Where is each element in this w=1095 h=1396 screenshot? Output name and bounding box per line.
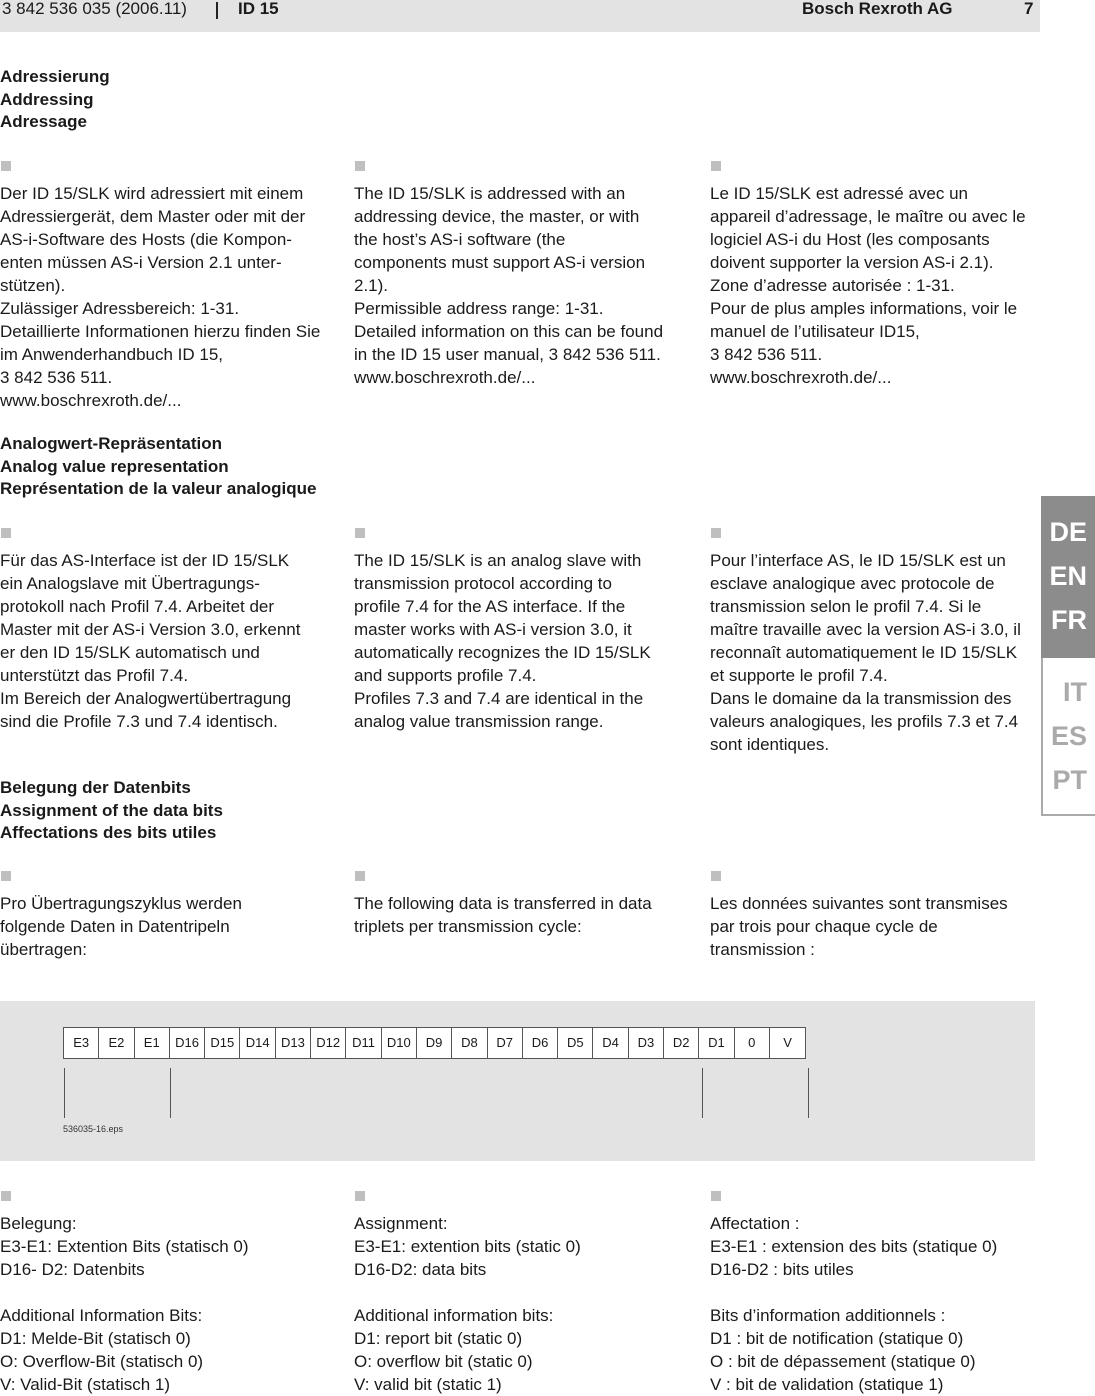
- lang-tab-it[interactable]: IT: [1063, 677, 1087, 707]
- square-bullet-icon: [355, 871, 365, 881]
- bit-cell: D7: [488, 1028, 523, 1058]
- paragraph: Pour l’interface AS, le ID 15/SLK est un esclave analogique avec protocole de transmission selon le profil 7.4. Si le maître travaille avec la version AS-i 3.0, il reconnaît automatiquement le ID 15/SLK et supporte le profil 7.4. Dans le domaine da la transmission des valeurs analogiques, les profils 7.3 et 7.4 sont identiques.: [710, 551, 1021, 754]
- paragraph: The ID 15/SLK is addressed with an addressing device, the master, or with the host’s AS-i software (the components must support AS-i version 2.1). Permissible address range: 1-31. Detailed information on this can be found in the ID 15 user manual, 3 842 536 511. www.boschrexroth.de/...: [354, 184, 664, 387]
- square-bullet-icon: [711, 871, 721, 881]
- analog-text-de: [0, 525, 335, 733]
- paragraph: Belegung: E3-E1: Extention Bits (statisch 0) D16- D2: Datenbits Additional Information Bits: D1: Melde-Bit (statisch 0) O: Overflow-Bit (statisch 0) V: Valid-Bit (statisch 1): [0, 1214, 249, 1394]
- paragraph: Pro Übertragungszyklus werden folgende Daten in Datentripeln übertragen:: [0, 894, 242, 959]
- bit-cell: D12: [311, 1028, 346, 1058]
- bit-cell: D6: [523, 1028, 558, 1058]
- heading-fr: Affectations des bits utiles: [0, 823, 217, 842]
- lang-tab-pt[interactable]: PT: [1052, 765, 1087, 795]
- page-header: [0, 0, 1040, 32]
- group-divider-line: [702, 1068, 703, 1118]
- bit-cell: D15: [205, 1028, 240, 1058]
- analog-text-en: [354, 525, 689, 733]
- lang-tab-de[interactable]: DE: [1049, 517, 1087, 547]
- square-bullet-icon: [355, 1191, 365, 1201]
- square-bullet-icon: [1, 161, 11, 171]
- heading-fr: Représentation de la valeur analogique: [0, 479, 317, 498]
- paragraph: Für das AS-Interface ist der ID 15/SLK ein Analogslave mit Übertragungs- protokoll nach Profil 7.4. Arbeitet der Master mit der AS-i Version 3.0, erkennt er den ID 15/SLK automatisch und unterstützt das Profil 7.4. Im Bereich der Analogwertübertragung sind die Profile 7.3 und 7.4 identisch.: [0, 551, 301, 731]
- assignment-text-fr: [710, 1188, 1045, 1396]
- heading-data-bits: [0, 777, 223, 845]
- square-bullet-icon: [355, 161, 365, 171]
- paragraph: Les données suivantes sont transmises par trois pour chaque cycle de transmission :: [710, 894, 1008, 959]
- bit-cell: D11: [346, 1028, 381, 1058]
- paragraph: The ID 15/SLK is an analog slave with transmission protocol according to profile 7.4 for the AS interface. If the master works with AS-i version 3.0, it automatically recognizes the ID 15/SLK and supports profile 7.4. Profiles 7.3 and 7.4 are identical in the analog value transmission range.: [354, 551, 651, 731]
- bit-cell: E2: [99, 1028, 134, 1058]
- heading-de: Belegung der Datenbits: [0, 778, 191, 797]
- square-bullet-icon: [711, 528, 721, 538]
- bit-cell: D2: [664, 1028, 699, 1058]
- heading-addressing: [0, 66, 110, 134]
- language-tabs-inactive: [1041, 658, 1095, 816]
- product-id: ID 15: [238, 0, 279, 18]
- group-divider-line: [170, 1068, 171, 1118]
- square-bullet-icon: [1, 871, 11, 881]
- addressing-text-de: [0, 158, 335, 412]
- heading-en: Analog value representation: [0, 456, 229, 476]
- bit-cell: D16: [170, 1028, 205, 1058]
- bit-cell: D5: [558, 1028, 593, 1058]
- bit-row: [63, 1027, 806, 1059]
- company-name: Bosch Rexroth AG: [802, 0, 953, 18]
- bit-layout-diagram: [0, 1001, 1035, 1161]
- square-bullet-icon: [711, 161, 721, 171]
- doc-number: 3 842 536 035 (2006.11): [2, 0, 187, 18]
- square-bullet-icon: [711, 1191, 721, 1201]
- lang-tab-es[interactable]: ES: [1050, 721, 1087, 751]
- language-tabs-active: [1041, 496, 1095, 658]
- data-bits-text-en: [354, 868, 689, 938]
- bit-cell: V: [783, 1035, 792, 1050]
- lang-tab-fr[interactable]: FR: [1051, 605, 1087, 635]
- bit-cell: D14: [240, 1028, 275, 1058]
- bit-cell: D3: [629, 1028, 664, 1058]
- addressing-text-en: [354, 158, 689, 389]
- bit-cell: E1: [135, 1028, 170, 1058]
- bit-cell: D8: [452, 1028, 487, 1058]
- data-bits-text-fr: [710, 868, 1045, 961]
- heading-fr: Adressage: [0, 112, 87, 131]
- bit-cell: D10: [382, 1028, 417, 1058]
- assignment-text-de: [0, 1188, 335, 1396]
- page-number: 7: [1024, 0, 1034, 18]
- bit-cell: D9: [417, 1028, 452, 1058]
- heading-en: Assignment of the data bits: [0, 800, 223, 820]
- analog-text-fr: [710, 525, 1045, 756]
- group-divider-line: [64, 1068, 65, 1118]
- heading-de: Analogwert-Repräsentation: [0, 434, 222, 453]
- square-bullet-icon: [355, 528, 365, 538]
- paragraph: The following data is transferred in data triplets per transmission cycle:: [354, 894, 652, 936]
- square-bullet-icon: [1, 1191, 11, 1201]
- paragraph: Der ID 15/SLK wird adressiert mit einem Adressiergerät, dem Master oder mit der AS-i-Software des Hosts (die Kompon- enten müssen AS-i Version 2.1 unter- stützen). Zulässiger Adressbereich: 1-31. Detaillierte Informationen hierzu finden Sie im Anwenderhandbuch ID 15, 3 842 536 511. www.boschrexroth.de/...: [0, 184, 321, 410]
- heading-en: Addressing: [0, 89, 94, 109]
- paragraph: Assignment: E3-E1: extention bits (static 0) D16-D2: data bits Additional information bits: D1: report bit (static 0) O: overflow bit (static 0) V: valid bit (static 1): [354, 1214, 581, 1394]
- bit-cell: D1: [699, 1028, 734, 1058]
- data-bits-text-de: [0, 868, 335, 961]
- lang-tab-en[interactable]: EN: [1049, 561, 1087, 591]
- heading-de: Adressierung: [0, 67, 110, 86]
- bit-cell: D13: [276, 1028, 311, 1058]
- addressing-text-fr: [710, 158, 1045, 389]
- figure-file-label: 536035-16.eps: [63, 1124, 124, 1134]
- heading-analog-value: [0, 433, 316, 501]
- assignment-text-en: [354, 1188, 689, 1396]
- header-separator: [216, 2, 218, 19]
- square-bullet-icon: [1, 528, 11, 538]
- paragraph: Le ID 15/SLK est adressé avec un appareil d’adressage, le maître ou avec le logiciel AS-i du Host (les composants doivent supporter la version AS-i 2.1). Zone d’adresse autorisée : 1-31. Pour de plus amples informations, voir le manuel de l’utilisateur ID15, 3 842 536 511. www.boschrexroth.de/...: [710, 184, 1026, 387]
- bit-cell: D4: [593, 1028, 628, 1058]
- bit-cell: E3: [64, 1028, 99, 1058]
- bit-cell: 0: [735, 1028, 770, 1058]
- group-divider-line: [808, 1068, 809, 1118]
- paragraph: Affectation : E3-E1 : extension des bits (statique 0) D16-D2 : bits utiles Bits d’information additionnels : D1 : bit de notification (statique 0) O : bit de dépassement (statique 0) V : bit de validation (statique 1): [710, 1214, 998, 1394]
